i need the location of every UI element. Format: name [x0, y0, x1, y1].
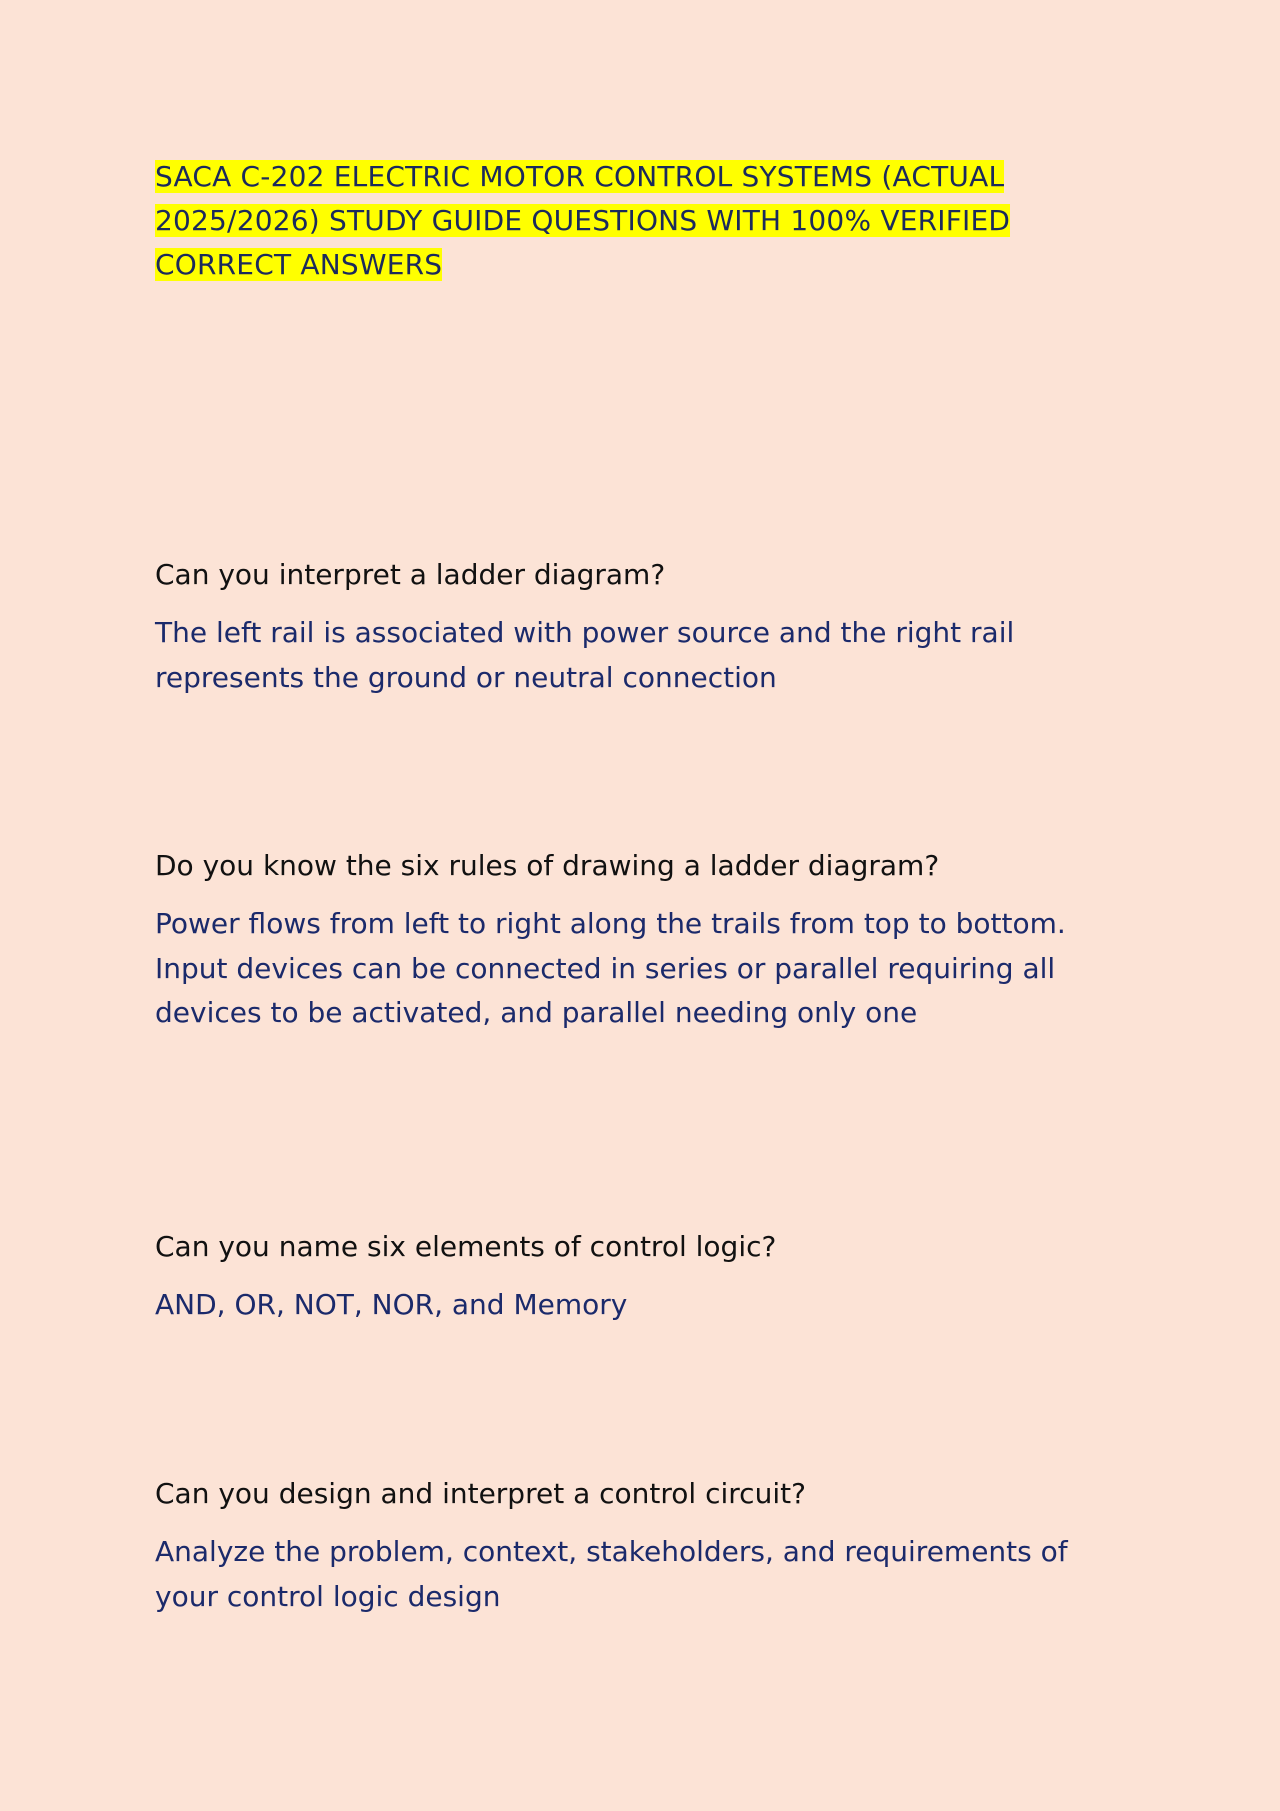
qa-item-3 [155, 1227, 1135, 1328]
qa-item-1 [155, 555, 1135, 700]
qa-item-4 [155, 1474, 1135, 1619]
question-1: Can you interpret a ladder diagram? [155, 558, 666, 591]
question-4: Can you design and interpret a control circuit? [155, 1477, 806, 1510]
answer-3: AND, OR, NOT, NOR, and Memory [155, 1288, 628, 1321]
document-title [155, 155, 1135, 287]
question-2: Do you know the six rules of drawing a ladder diagram? [155, 849, 940, 882]
title-highlight: SACA C-202 ELECTRIC MOTOR CONTROL SYSTEMS (ACTUAL 2025/2026) STUDY GUIDE QUESTIONS WITH 100% VERIFIED CORRECT ANSWERS [155, 160, 1011, 281]
answer-1: The left rail is associated with power source and the right rail represents the ground or neutral connection [155, 616, 1015, 694]
document-page [155, 155, 1135, 1613]
answer-4: Analyze the problem, context, stakeholders, and requirements of your control logic design [155, 1535, 1068, 1613]
qa-item-2 [155, 846, 1135, 1036]
question-3: Can you name six elements of control logic? [155, 1230, 777, 1263]
answer-2: Power flows from left to right along the trails from top to bottom. Input devices can be connected in series or parallel requiring all devices to be activated, and parallel needing only one [155, 907, 1066, 1029]
